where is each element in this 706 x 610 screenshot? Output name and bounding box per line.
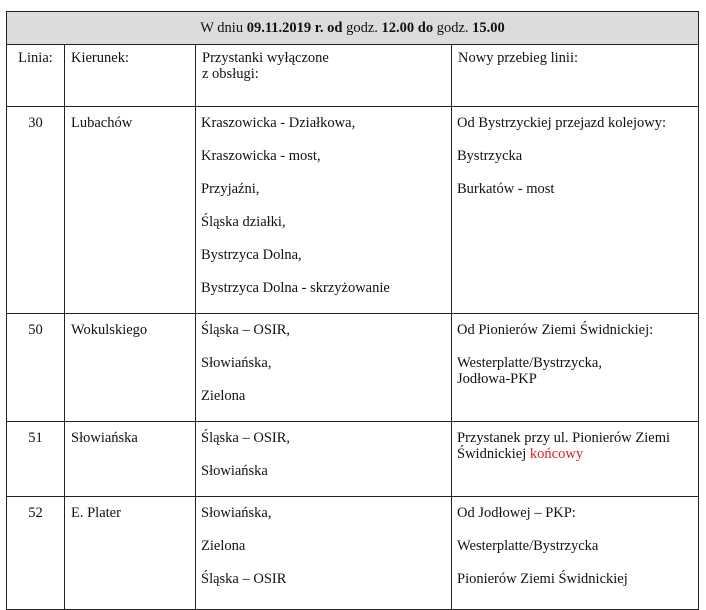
stop-item: Bystrzyca Dolna - skrzyżowanie [201, 280, 390, 296]
stop-item: Zielona [201, 388, 246, 404]
table-row [7, 422, 699, 497]
route-item: Od Pionierów Ziemi Świdnickiej: [457, 322, 654, 338]
stops-list [196, 422, 452, 497]
header-row [7, 45, 699, 107]
stop-item: Kraszowicka - most, [201, 148, 321, 164]
route-item: Przystanek przy ul. Pionierów Ziemi [457, 430, 671, 446]
stops-list [196, 497, 452, 610]
title-do: do [414, 20, 437, 36]
route-item: Pionierów Ziemi Świdnickiej [457, 571, 628, 587]
stop-item: Kraszowicka - Działkowa, [201, 115, 356, 131]
stop-item: Śląska – OSIR, [201, 322, 291, 338]
direction: Wokulskiego [65, 314, 196, 422]
title-godz-2: godz. [436, 20, 473, 36]
route-item: Od Jodłowej – PKP: [457, 505, 576, 521]
stop-item: Zielona [201, 538, 246, 554]
stops-list [196, 107, 452, 314]
title-godz-1: godz. [346, 20, 382, 36]
header-stops-l1: Przystanki wyłączone [202, 50, 329, 66]
stop-item: Bystrzyca Dolna, [201, 247, 302, 263]
stop-item: Śląska – OSIR, [201, 430, 291, 446]
title-prefix: W dniu [200, 20, 247, 36]
detour-table [6, 11, 699, 610]
route-item: Westerplatte/Bystrzycka [457, 538, 599, 554]
route-item-text: Świdnickiej [457, 446, 530, 462]
direction: Lubachów [65, 107, 196, 314]
header-stops [196, 45, 452, 107]
table-row [7, 314, 699, 422]
title-date: 09.11.2019 r. [246, 20, 324, 36]
route-list [452, 314, 699, 422]
header-direction: Kierunek: [65, 45, 196, 107]
stop-item: Śląska działki, [201, 214, 286, 230]
line-number: 30 [7, 107, 65, 314]
stops-list [196, 314, 452, 422]
direction: Słowiańska [65, 422, 196, 497]
route-item: Westerplatte/Bystrzycka, [457, 355, 602, 371]
title-to: 15.00 [472, 20, 505, 36]
title-from: 12.00 [381, 20, 415, 36]
direction: E. Plater [65, 497, 196, 610]
route-item-last [457, 446, 698, 462]
line-number: 51 [7, 422, 65, 497]
title-od: od [323, 20, 347, 36]
line-number: 52 [7, 497, 65, 610]
route-item: Bystrzycka [457, 148, 523, 164]
table-row [7, 107, 699, 314]
route-list [452, 107, 699, 314]
title-cell [7, 12, 699, 45]
header-line: Linia: [7, 45, 65, 107]
stop-item: Słowiańska, [201, 355, 272, 371]
line-number: 50 [7, 314, 65, 422]
route-list [452, 497, 699, 610]
stop-item: Śląska – OSIR [201, 571, 287, 587]
stop-item: Przyjaźni, [201, 181, 260, 197]
title-row [7, 12, 699, 45]
stop-item: Słowiańska, [201, 505, 272, 521]
route-list [452, 422, 699, 497]
table-row [7, 497, 699, 610]
stop-item: Słowiańska [201, 463, 268, 479]
route-item: Jodłowa-PKP [457, 371, 537, 387]
route-item: Od Bystrzyckiej przejazd kolejowy: [457, 115, 666, 131]
route-item: Burkatów - most [457, 181, 555, 197]
route-terminal-flag: końcowy [529, 446, 584, 462]
header-stops-l2: z obsługi: [202, 66, 259, 82]
header-route: Nowy przebieg linii: [452, 45, 699, 107]
